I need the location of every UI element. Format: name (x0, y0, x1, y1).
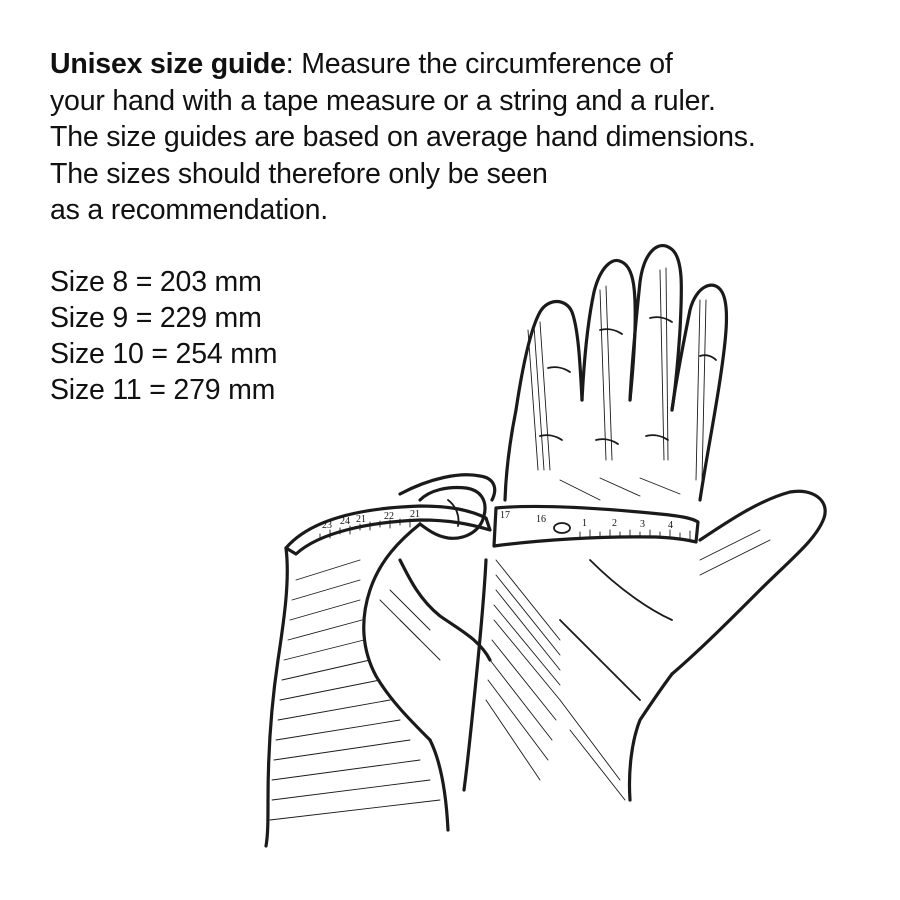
tape-mark-back-3: 22 (384, 511, 394, 522)
tape-mark-front-5: 4 (668, 520, 673, 531)
tape-mark-front-2: 1 (582, 518, 587, 529)
ring-finger (630, 246, 681, 410)
tape-mark-front-1: 16 (536, 514, 546, 525)
holding-hand-outer (266, 548, 287, 846)
intro-line-1-text: : Measure the circumference of (285, 48, 673, 80)
tape-mark-back-4: 21 (410, 509, 420, 520)
intro-line-5: as a recommendation. (50, 194, 328, 226)
holding-fingers (400, 560, 490, 660)
middle-finger (582, 260, 635, 400)
thumb (672, 491, 825, 674)
holding-hand (266, 475, 495, 846)
tape-mark-front-4: 3 (640, 519, 645, 530)
intro-line-2: your hand with a tape measure or a string and a ruler. (50, 84, 716, 117)
holding-hatching (270, 560, 440, 820)
size-row-9: Size 9 = 229 mm (50, 302, 262, 334)
tape-mark-back-1: 24 (340, 516, 350, 527)
intro-line-4: The sizes should therefore only be seen (50, 157, 548, 190)
tape-mark-back-0: 23 (322, 520, 332, 531)
palm-edge (629, 674, 672, 800)
intro-line-3: The size guides are based on average hand dimensions. (50, 121, 756, 153)
size-row-11: Size 11 = 279 mm (50, 374, 276, 406)
size-row-10: Size 10 = 254 mm (50, 338, 278, 370)
holding-hand-back (364, 524, 430, 740)
palm-hatching (486, 530, 770, 800)
tape-measure (286, 506, 698, 554)
tape-mark-front-3: 2 (612, 518, 617, 529)
tape-mark-front-0: 17 (500, 510, 510, 521)
index-finger (505, 302, 582, 501)
tape-mark-back-2: 21 (356, 514, 366, 525)
wrist-left (464, 560, 486, 790)
size-row-8: Size 8 = 203 mm (50, 266, 262, 298)
holding-wrist (430, 740, 448, 830)
intro-heading: Unisex size guide (50, 48, 286, 80)
